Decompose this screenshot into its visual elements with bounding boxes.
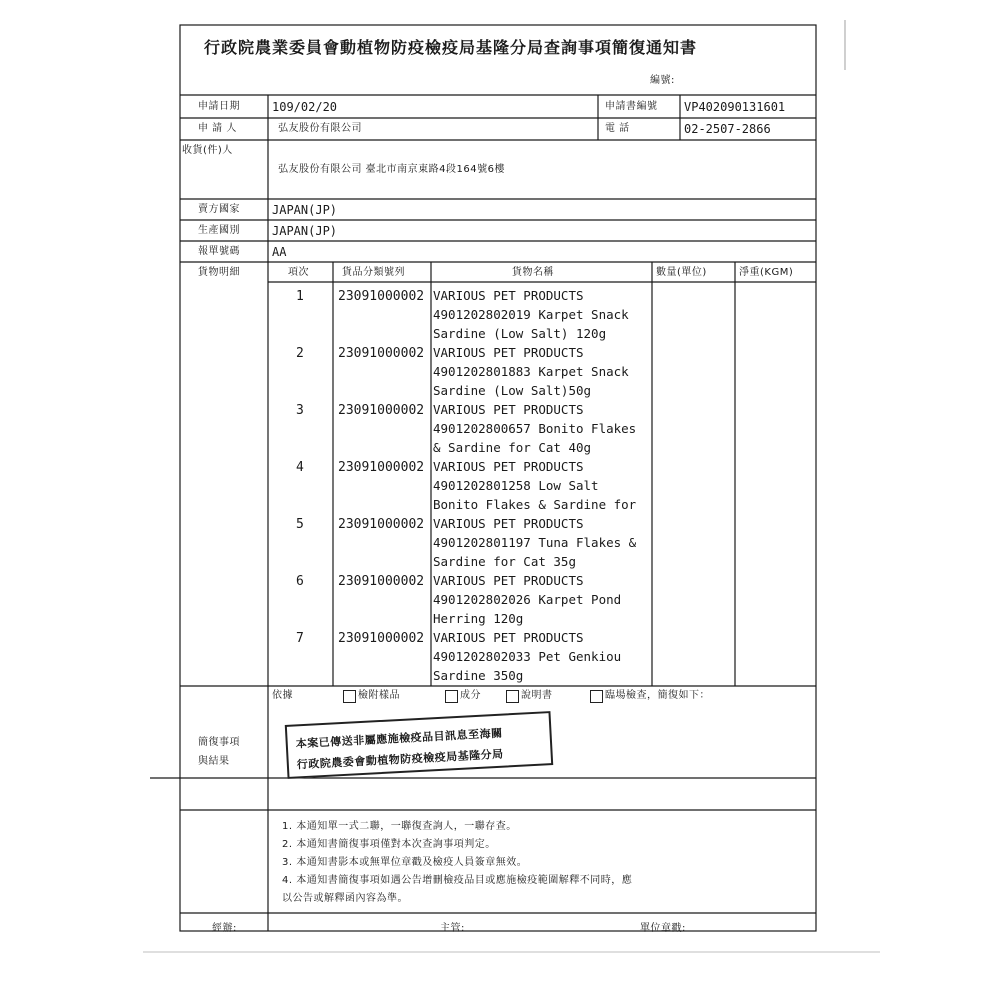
consignee-label: 收貨(件)人 bbox=[182, 145, 233, 156]
sample-option-label: 檢附樣品 bbox=[358, 690, 400, 701]
app-no-label: 申請書編號 bbox=[605, 101, 658, 112]
manual-checkbox[interactable] bbox=[506, 690, 519, 703]
note-4-continued: 以公告或解釋函內容為準。 bbox=[282, 893, 408, 904]
row-6-item: 6 bbox=[296, 574, 304, 589]
consignee-value: 弘友股份有限公司 臺北市南京東路4段164號6樓 bbox=[278, 164, 505, 175]
declaration-label: 報單號碼 bbox=[198, 246, 240, 257]
header-item: 項次 bbox=[288, 267, 309, 278]
manual-option-label: 說明書 bbox=[521, 690, 553, 701]
phone-label: 電 話 bbox=[605, 123, 630, 134]
note-2: 2. 本通知書簡復事項僅對本次查詢事項判定。 bbox=[282, 839, 496, 850]
row-7-description: VARIOUS PET PRODUCTS 4901202802033 Pet Genkiou Sardine 350g bbox=[433, 630, 622, 683]
row-3-hs-code: 23091000002 bbox=[338, 403, 425, 418]
row-4-description: VARIOUS PET PRODUCTS 4901202801258 Low Salt Bonito Flakes & Sardine for bbox=[433, 459, 637, 512]
seller-country-label: 賣方國家 bbox=[198, 204, 240, 215]
ingredient-option-label: 成分 bbox=[460, 690, 481, 701]
onsite-inspection-option-label: 臨場檢查，簡復如下： bbox=[605, 690, 710, 701]
reply-section-label-line2: 與結果 bbox=[198, 756, 230, 767]
phone-value: 02-2507-2866 bbox=[684, 122, 771, 136]
stamp-line-2: 行政院農委會動植物防疫檢疫局基隆分局 bbox=[296, 747, 504, 772]
onsite-inspection-checkbox[interactable] bbox=[590, 690, 603, 703]
sample-checkbox[interactable] bbox=[343, 690, 356, 703]
app-no-value: VP402090131601 bbox=[684, 100, 786, 114]
basis-label: 依據 bbox=[272, 690, 293, 701]
row-7-item: 7 bbox=[296, 631, 304, 646]
row-5-item: 5 bbox=[296, 517, 304, 532]
origin-value: JAPAN(JP) bbox=[272, 224, 338, 238]
header-hs-code: 貨品分類號列 bbox=[342, 267, 405, 278]
reply-section-label-line1: 簡復事項 bbox=[198, 737, 240, 748]
row-4-item: 4 bbox=[296, 460, 304, 475]
number-label: 編號: bbox=[650, 75, 675, 86]
goods-label: 貨物明細 bbox=[198, 267, 240, 278]
note-4: 4. 本通知書簡復事項如遇公告增刪檢疫品目或應施檢疫範圍解釋不同時，應 bbox=[282, 875, 633, 886]
supervisor-signature-label: 主管: bbox=[440, 923, 465, 934]
unit-seal-label: 單位章戳: bbox=[640, 923, 686, 934]
row-3-item: 3 bbox=[296, 403, 304, 418]
apply-date-value: 109/02/20 bbox=[272, 100, 338, 114]
row-7-hs-code: 23091000002 bbox=[338, 631, 425, 646]
stamp-line-1: 本案已傳送非屬應施檢疫品目訊息至海關 bbox=[295, 726, 503, 751]
applicant-label: 申 請 人 bbox=[198, 123, 237, 134]
row-1-hs-code: 23091000002 bbox=[338, 289, 425, 304]
row-4-hs-code: 23091000002 bbox=[338, 460, 425, 475]
row-2-description: VARIOUS PET PRODUCTS 4901202801883 Karpet Snack Sardine (Low Salt)50g bbox=[433, 345, 629, 398]
row-6-hs-code: 23091000002 bbox=[338, 574, 425, 589]
applicant-value: 弘友股份有限公司 bbox=[278, 123, 362, 134]
note-3: 3. 本通知書影本或無單位章戳及檢疫人員簽章無效。 bbox=[282, 857, 528, 868]
row-5-description: VARIOUS PET PRODUCTS 4901202801197 Tuna Flakes & Sardine for Cat 35g bbox=[433, 516, 637, 569]
ingredient-checkbox[interactable] bbox=[445, 690, 458, 703]
note-1: 1. 本通知單一式二聯，一聯復查詢人，一聯存查。 bbox=[282, 821, 517, 832]
seller-country-value: JAPAN(JP) bbox=[272, 203, 338, 217]
row-1-item: 1 bbox=[296, 289, 304, 304]
row-3-description: VARIOUS PET PRODUCTS 4901202800657 Bonito Flakes & Sardine for Cat 40g bbox=[433, 402, 637, 455]
row-6-description: VARIOUS PET PRODUCTS 4901202802026 Karpet Pond Herring 120g bbox=[433, 573, 622, 626]
header-net-weight: 淨重(KGM) bbox=[739, 267, 794, 278]
header-quantity: 數量(單位) bbox=[656, 267, 707, 278]
row-1-description: VARIOUS PET PRODUCTS 4901202802019 Karpet Snack Sardine (Low Salt) 120g bbox=[433, 288, 629, 341]
form-title: 行政院農業委員會動植物防疫檢疫局基隆分局查詢事項簡復通知書 bbox=[204, 38, 698, 57]
row-2-hs-code: 23091000002 bbox=[338, 346, 425, 361]
header-goods-name: 貨物名稱 bbox=[512, 267, 554, 278]
row-2-item: 2 bbox=[296, 346, 304, 361]
handler-signature-label: 經辦: bbox=[212, 923, 237, 934]
apply-date-label: 申請日期 bbox=[198, 101, 240, 112]
declaration-value: AA bbox=[272, 245, 287, 259]
origin-label: 生產國別 bbox=[198, 225, 240, 236]
row-5-hs-code: 23091000002 bbox=[338, 517, 425, 532]
